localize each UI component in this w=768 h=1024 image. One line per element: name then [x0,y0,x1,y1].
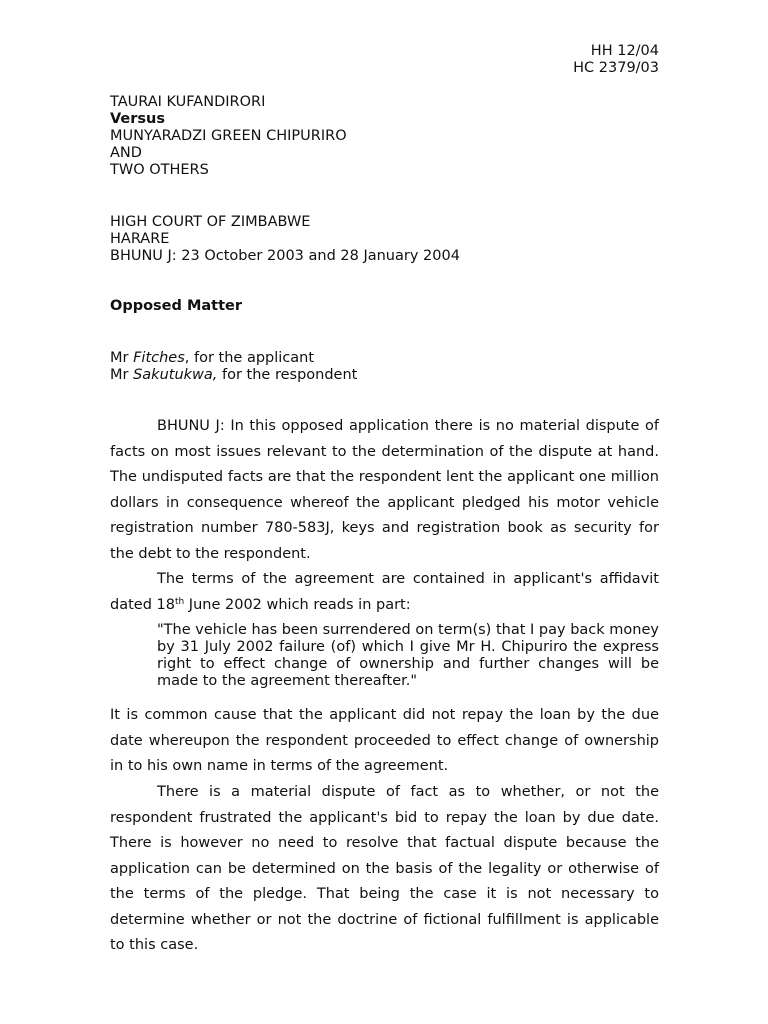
applicant-counsel-prefix: Mr [110,350,134,366]
judgment-paragraph-4: There is a material dispute of fact as to whether, or not the respondent frustrated the applicant's bid to repay the loan by due date. There is however no need to resolve that factual dispute because the application can be determined on the basis of the legality or otherwise of the terms of the pledge. That being the case it is not necessary to determine whether or not the doctrine of fictional fulfillment is applicable to this case. [110,784,659,953]
parties-block [110,94,347,179]
case-number: HH 12/04 [590,43,659,59]
court-block [110,214,460,265]
other-parties: TWO OTHERS [110,162,209,178]
court-name: HIGH COURT OF ZIMBABWE [110,214,311,230]
agreement-quote: "The vehicle has been surrendered on term(s) that I pay back money by 31 July 2002 failure (of) which I give Mr H. Chipuriro the express right to effect change of ownership and further changes will be made to the agreement thereafter." [157,622,659,689]
judgment-paragraph-3: It is common cause that the applicant did not repay the loan by the due date whereupon the respondent proceeded to effect change of ownership in to his own name in terms of the agreement. [110,707,659,774]
matter-type-heading: Opposed Matter [110,298,243,314]
respondent-counsel-role: for the respondent [217,367,358,383]
paragraph-2-text: The terms of the agreement are contained in applicant's affidavit dated 18 [110,571,659,613]
applicant-counsel-name: Fitches [133,350,185,366]
court-number: HC 2379/03 [573,60,659,76]
court-city: HARARE [110,231,170,247]
and-label: AND [110,145,142,161]
respondent-counsel [110,367,357,384]
respondent-name: MUNYARADZI GREEN CHIPURIRO [110,128,347,144]
judgment-paragraph-1: BHUNU J: In this opposed application there is no material dispute of facts on most issues relevant to the determination of the dispute at hand. The undisputed facts are that the respondent lent the applicant one million dollars in consequence whereof the applicant pledged his motor vehicle registration number 780-583J, keys and registration book as security for the debt to the respondent. [110,418,659,562]
applicant-counsel-role: , for the applicant [184,350,315,366]
judgment-paragraph-2 [110,567,659,618]
respondent-counsel-prefix: Mr [110,367,134,383]
versus-label: Versus [110,111,165,127]
respondent-counsel-name: Sakutukwa, [133,367,218,383]
applicant-name: TAURAI KUFANDIRORI [110,94,266,110]
applicant-counsel [110,350,357,367]
ordinal-superscript: th [174,596,185,607]
counsel-block [110,350,357,384]
judge-and-dates: BHUNU J: 23 October 2003 and 28 January 2004 [110,248,460,264]
paragraph-2-text-end: June 2002 which reads in part: [184,596,411,613]
